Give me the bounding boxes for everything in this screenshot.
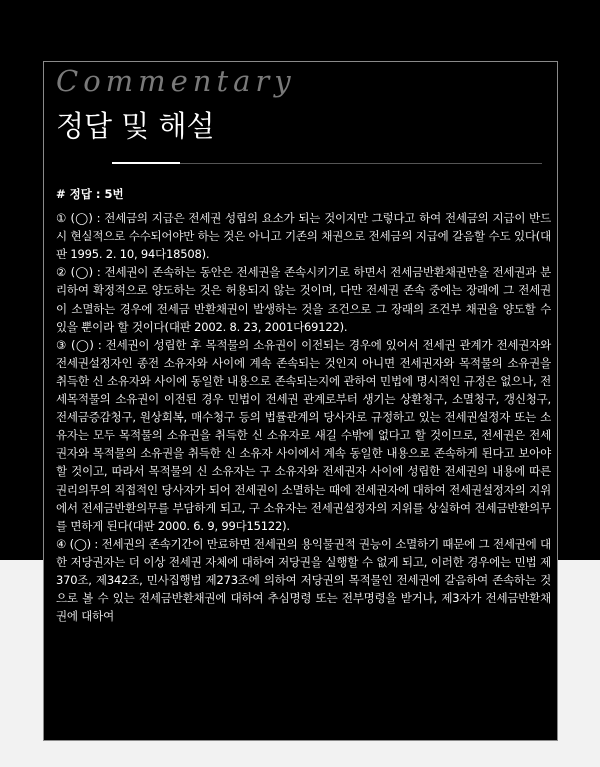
page-title: 정답 및 해설: [56, 109, 215, 143]
explanation-paragraph-4: ④ (◯) : 전세권의 존속기간이 만료하면 전세권의 용익물권적 권능이 소멸하기 때문에 그 전세권에 대한 저당권자는 더 이상 전세권 자체에 대하여 저당권을 실행할 수 없게 되고, 이러한 경우에는 민법 제370조, 제342조, 민사집행법 제273조에 의하여 저당권의 목적물인 전세권에 갈음하여 존속하는 것 으로 볼 수 있는 전세금반환채권에 대하여 추심명령 또는 전부명령을 받거나, 제3자가 전세금반환채 권에 대하여: [56, 536, 551, 624]
explanation-paragraph-3: ③ (◯) : 전세권이 성립한 후 목적물의 소유권이 이전되는 경우에 있어서 전세권 관계가 전세권자와 전세권설정자인 종전 소유자와 사이에 계속 존속되는 것인지 아니면 전세권자와 목적물의 소유권을 취득한 신 소유자와 사이에 동일한 내용으로 존속되는지에 관하여 민법에 명시적인 규정은 없으나, 전세목적물의 소유권이 이전된 경우 민법이 전세권 관계로부터 생기는 상환청구, 소멸청구, 갱신청구, 전세금증감청구, 원상회복, 매수청구 등의 법률관계의 당사자로 규정하고 있는 전세권설정자 또는 소유자는 모두 목적물의 소유권을 취득한 신 소유자로 새길 수밖에 없다고 할 것이므로, 전세권은 전세권자와 목적물의 소유권을 취득한 신 소유자 사이에서 계속 동일한 내용으로 존속하게 된다고 보아야 할 것이고, 따라서 목적물의 신 소유자는 구 소유자와 전세권자 사이에 성립한 전세권의 내용에 따른 권리의무의 직접적인 당사자가 되어 전세권이 소멸하는 때에 전세권자에 대하여 전세권설정자의 지위에서 전세금반환의무를 부담하게 되고, 구 소유자는 전세권설정자의 지위를 상실하여 전세금반환의무를 면하게 된다(대판 2000. 6. 9, 99다15122).: [56, 337, 551, 533]
title-underline-divider: [180, 163, 542, 164]
explanation-body: [56, 185, 551, 625]
title-underline-accent: [112, 162, 180, 164]
commentary-label: Commentary: [56, 64, 296, 98]
answer-line: # 정답 : 5번: [56, 187, 124, 201]
commentary-card: [43, 61, 558, 741]
explanation-paragraph-2: ② (◯) : 전세권이 존속하는 동안은 전세권을 존속시키기로 하면서 전세금반환채권만을 전세권과 분리하여 확정적으로 양도하는 것은 허용되지 않는 것이며, 다만 전세권 존속 중에는 장래에 그 전세권이 소멸하는 경우에 전세금 반환채권이 발생하는 것을 조건으로 그 장래의 조건부 채권을 양도할 수 있을 뿐이라 할 것이다(대판 2002. 8. 23, 2001다69122).: [56, 265, 551, 334]
explanation-paragraph-1: ① (◯) : 전세금의 지급은 전세권 성립의 요소가 되는 것이지만 그렇다고 하여 전세금의 지급이 반드시 현실적으로 수수되어야만 하는 것은 아니고 기존의 채권으로 전세금의 지급에 갈음할 수도 있다(대판 1995. 2. 10, 94다18508).: [56, 211, 551, 262]
